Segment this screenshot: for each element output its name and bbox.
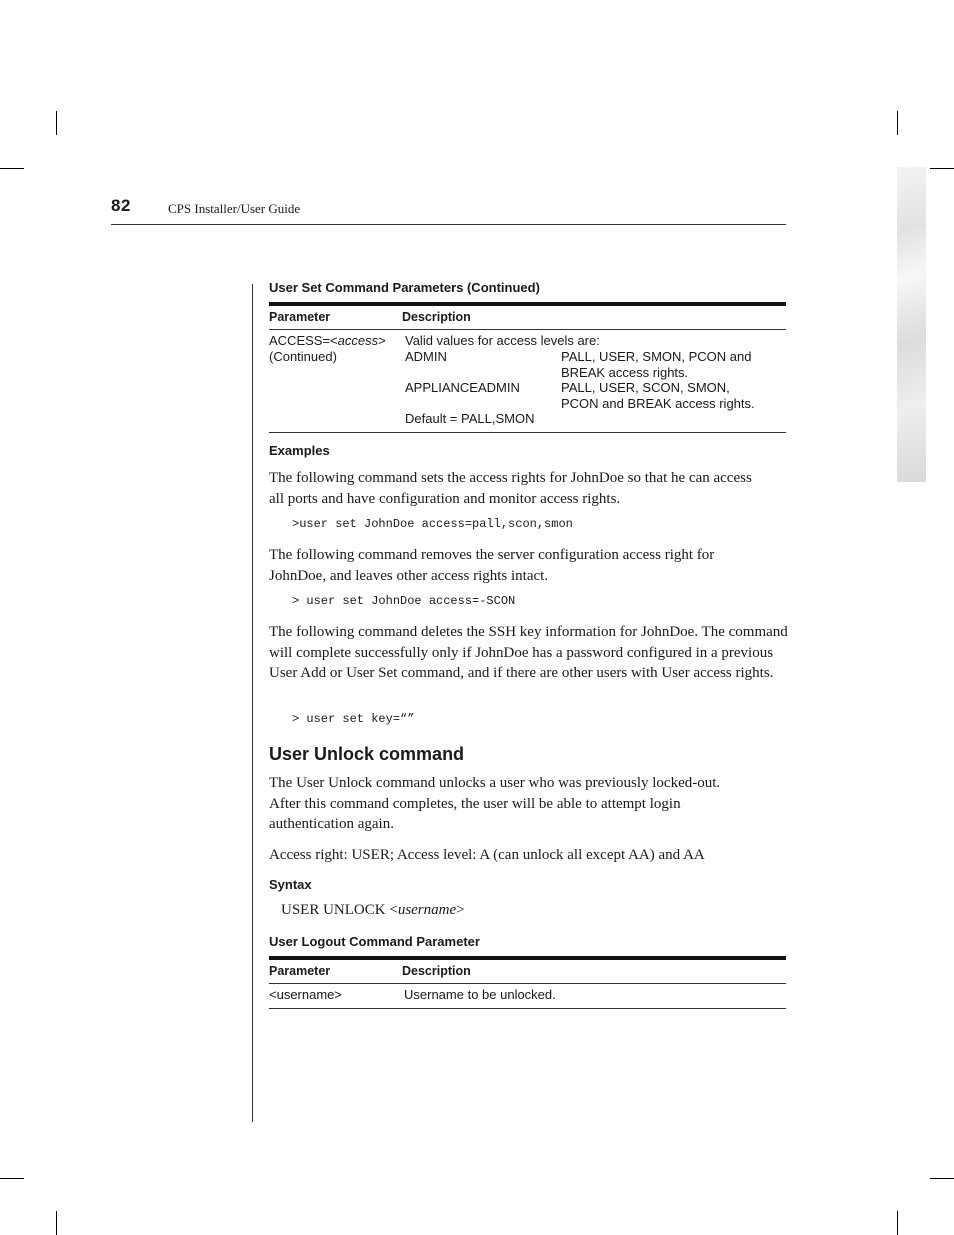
crop-mark (897, 1211, 898, 1235)
access-level-name: ADMIN (405, 349, 447, 364)
table-caption: User Logout Command Parameter (269, 934, 480, 949)
column-header-description: Description (402, 964, 471, 978)
header-rule (111, 224, 786, 225)
table-top-rule (269, 302, 786, 306)
table-header-rule (269, 983, 786, 984)
example-code: > user set JohnDoe access=-SCON (292, 594, 516, 608)
table-bottom-rule (269, 1008, 786, 1009)
crop-mark (0, 1178, 24, 1179)
param-username-description: Username to be unlocked. (404, 987, 556, 1002)
margin-rule (252, 284, 253, 1122)
example-code: > user set key=“” (292, 712, 415, 726)
crop-mark (897, 111, 898, 135)
unlock-description: The User Unlock command unlocks a user who was previously locked-out. After this command completes, the user will be able to attempt login authentication again. (269, 775, 721, 832)
table-top-rule (269, 956, 786, 960)
access-default: Default = PALL,SMON (405, 411, 535, 426)
example-text: The following command deletes the SSH key information for JohnDoe. The command will complete successfully only if JohnDoe has a password configured in a previous User Add or User Set command, and if there are other users with User access rights. (269, 624, 788, 681)
crop-mark (0, 168, 24, 169)
section-title: User Unlock command (269, 744, 465, 764)
example-text: The following command sets the access rights for JohnDoe so that he can access all ports and have configuration and monitor access rights. (269, 470, 752, 507)
table-caption: User Set Command Parameters (Continued) (269, 280, 540, 295)
page-number: 82 (111, 196, 131, 215)
crop-mark (56, 1211, 57, 1235)
example-text: The following command removes the server configuration access right for JohnDoe, and leaves other access rights intact. (269, 547, 715, 584)
crop-mark (56, 111, 57, 135)
example-code: >user set JohnDoe access=pall,scon,smon (292, 517, 573, 531)
table-bottom-rule (269, 432, 786, 433)
column-header-parameter: Parameter (269, 964, 331, 978)
table-header-rule (269, 329, 786, 330)
access-intro: Valid values for access levels are: (405, 333, 600, 348)
param-username: <username> (269, 987, 342, 1002)
param-access: ACCESS=<access> (269, 333, 386, 348)
syntax-line: USER UNLOCK <username> (281, 902, 465, 918)
access-level-name: APPLIANCEADMIN (405, 380, 520, 395)
crop-mark (930, 1178, 954, 1179)
page-edge-shading (897, 167, 926, 482)
access-level-desc: PCON and BREAK access rights. (561, 396, 755, 411)
crop-mark (930, 168, 954, 169)
param-note: (Continued) (269, 349, 337, 364)
column-header-description: Description (402, 310, 471, 324)
column-header-parameter: Parameter (269, 310, 331, 324)
syntax-heading: Syntax (269, 877, 312, 892)
running-head: CPS Installer/User Guide (168, 201, 301, 216)
access-level-desc: BREAK access rights. (561, 365, 689, 380)
examples-heading: Examples (269, 443, 330, 458)
access-level-desc: PALL, USER, SMON, PCON and (561, 349, 752, 364)
access-level-desc: PALL, USER, SCON, SMON, (561, 380, 730, 395)
unlock-access: Access right: USER; Access level: A (can unlock all except AA) and AA (269, 847, 705, 863)
